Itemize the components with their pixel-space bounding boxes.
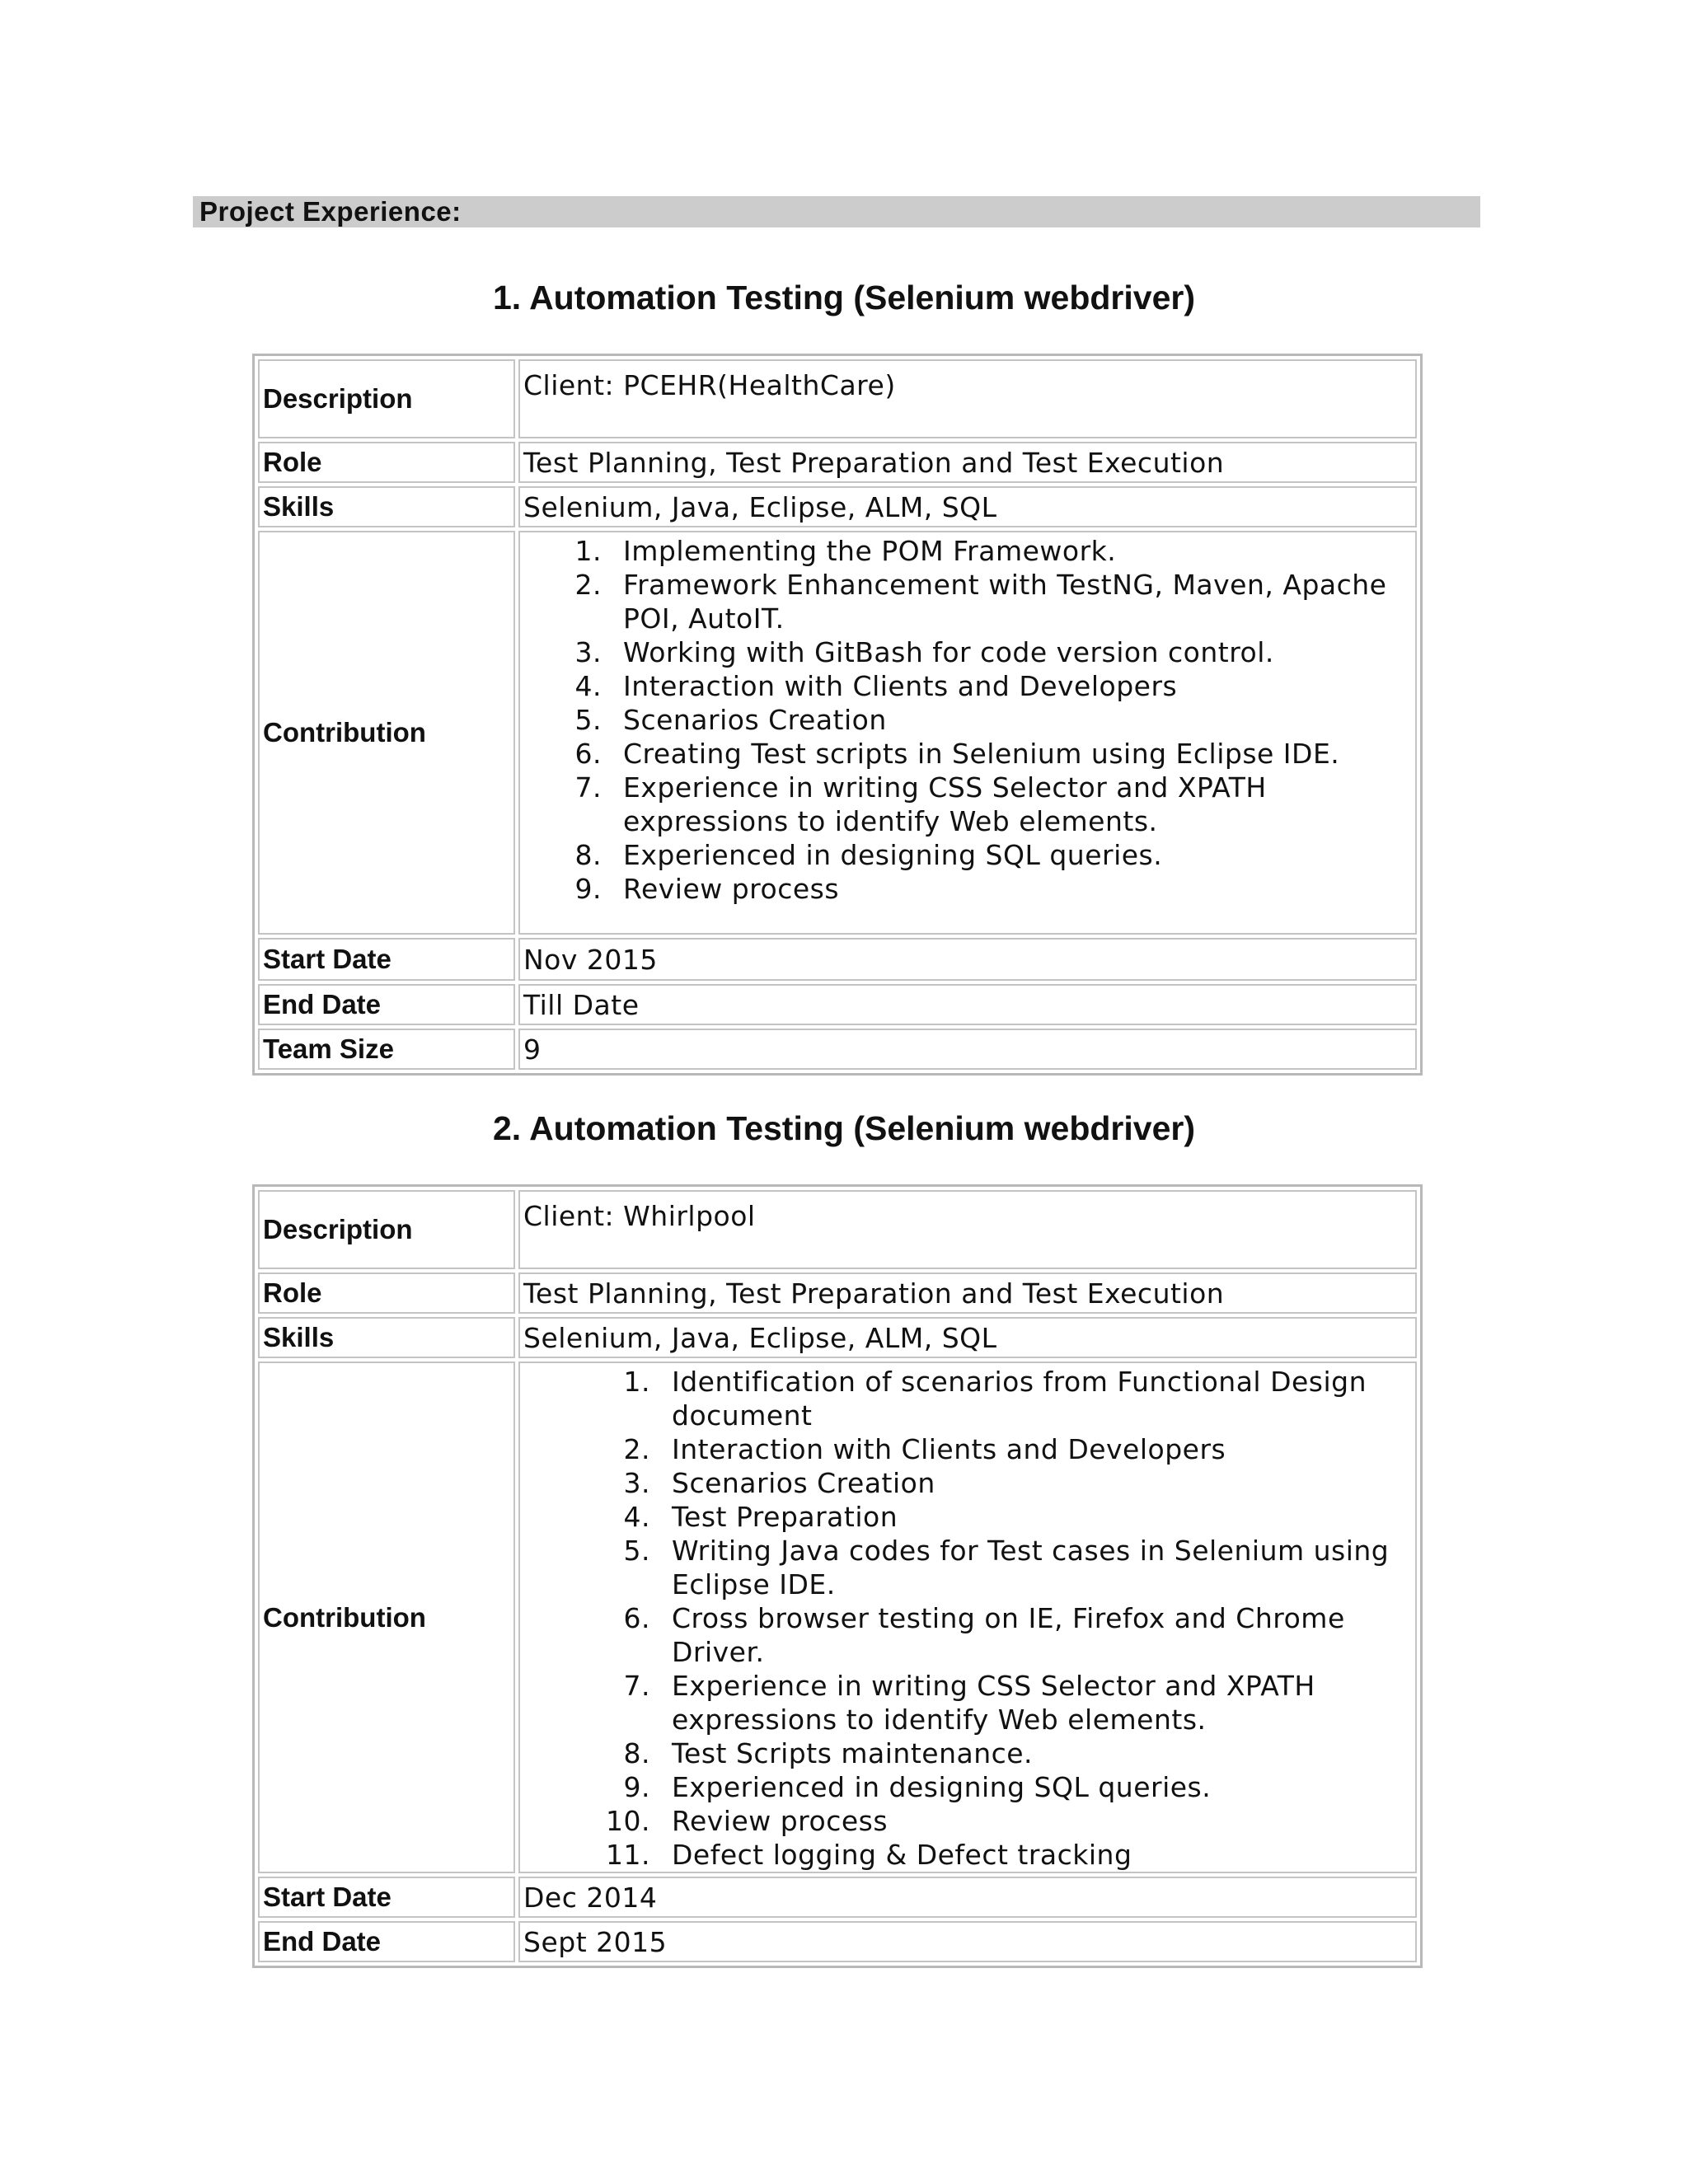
list-item-number: 1. <box>623 1366 650 1398</box>
list-item-number: 11. <box>606 1839 650 1871</box>
table-row <box>258 359 1417 438</box>
skills-label: Skills <box>258 486 515 527</box>
skills-value: Selenium, Java, Eclipse, ALM, SQL <box>518 486 1417 527</box>
list-item <box>523 1466 1412 1500</box>
project-2-title: 2. Automation Testing (Selenium webdriver) <box>493 1109 1195 1147</box>
list-item <box>523 872 1412 906</box>
project-2-table <box>252 1184 1423 1968</box>
list-item-text: Experienced in designing SQL queries. <box>672 1771 1212 1803</box>
list-item <box>523 669 1412 703</box>
list-item <box>523 568 1412 635</box>
end-date-label: End Date <box>258 1921 515 1962</box>
list-item-number: 4. <box>574 670 602 702</box>
end-date-label: End Date <box>258 984 515 1025</box>
description-value: Client: Whirlpool <box>518 1190 1417 1269</box>
table-row <box>258 938 1417 981</box>
role-label: Role <box>258 442 515 483</box>
description-value: Client: PCEHR(HealthCare) <box>518 359 1417 438</box>
list-item <box>523 1365 1412 1432</box>
list-item <box>523 771 1412 838</box>
list-item-number: 1. <box>574 535 602 567</box>
list-item <box>523 534 1412 568</box>
contribution-label: Contribution <box>258 1361 515 1873</box>
list-item-number: 7. <box>574 771 602 804</box>
start-date-value: Dec 2014 <box>518 1877 1417 1918</box>
description-label: Description <box>258 1190 515 1269</box>
list-item-text: Review process <box>672 1805 889 1837</box>
team-size-label: Team Size <box>258 1029 515 1070</box>
list-item <box>523 1770 1412 1804</box>
contribution-list <box>523 1365 1412 1872</box>
list-item-text: Defect logging & Defect tracking <box>672 1839 1132 1871</box>
table-row <box>258 984 1417 1025</box>
list-item-number: 3. <box>574 636 602 668</box>
list-item-text: Review process <box>623 873 840 905</box>
list-item-number: 5. <box>623 1535 650 1567</box>
table-row <box>258 1877 1417 1918</box>
project-1-table <box>252 354 1423 1076</box>
list-item-text: Working with GitBash for code version control. <box>623 636 1274 668</box>
list-item-number: 8. <box>623 1737 650 1769</box>
list-item-text: Experienced in designing SQL queries. <box>623 839 1163 871</box>
list-item <box>523 1500 1412 1534</box>
list-item-number: 6. <box>623 1602 650 1634</box>
table-row <box>258 1190 1417 1269</box>
list-item-number: 6. <box>574 738 602 770</box>
role-value: Test Planning, Test Preparation and Test Execution <box>518 442 1417 483</box>
list-item-text: Experience in writing CSS Selector and XPATH expressions to identify Web elements. <box>623 771 1267 837</box>
list-item-text: Framework Enhancement with TestNG, Maven, Apache POI, AutoIT. <box>623 569 1387 635</box>
list-item-text: Scenarios Creation <box>672 1467 935 1499</box>
table-row <box>258 1921 1417 1962</box>
list-item-number: 5. <box>574 704 602 736</box>
contribution-value <box>518 531 1417 935</box>
list-item-number: 9. <box>623 1771 650 1803</box>
list-item-text: Test Preparation <box>672 1501 898 1533</box>
list-item-number: 2. <box>623 1433 650 1465</box>
team-size-value: 9 <box>518 1029 1417 1070</box>
list-item-text: Experience in writing CSS Selector and XPATH expressions to identify Web elements. <box>672 1670 1315 1736</box>
list-item <box>523 1432 1412 1466</box>
skills-label: Skills <box>258 1317 515 1358</box>
list-item-text: Interaction with Clients and Developers <box>672 1433 1226 1465</box>
list-item-number: 3. <box>623 1467 650 1499</box>
list-item <box>523 1601 1412 1669</box>
start-date-label: Start Date <box>258 1877 515 1918</box>
list-item-text: Interaction with Clients and Developers <box>623 670 1178 702</box>
list-item-text: Scenarios Creation <box>623 704 887 736</box>
role-value: Test Planning, Test Preparation and Test Execution <box>518 1272 1417 1314</box>
skills-value: Selenium, Java, Eclipse, ALM, SQL <box>518 1317 1417 1358</box>
table-row <box>258 1272 1417 1314</box>
list-item-number: 4. <box>623 1501 650 1533</box>
list-item-number: 8. <box>574 839 602 871</box>
table-row <box>258 531 1417 935</box>
start-date-value: Nov 2015 <box>518 938 1417 981</box>
list-item <box>523 703 1412 737</box>
list-item-number: 10. <box>606 1805 650 1837</box>
section-header <box>193 196 1480 227</box>
list-item <box>523 1736 1412 1770</box>
list-item <box>523 838 1412 872</box>
role-label: Role <box>258 1272 515 1314</box>
list-item-text: Creating Test scripts in Selenium using Eclipse IDE. <box>623 738 1340 770</box>
table-row <box>258 1029 1417 1070</box>
list-item-text: Writing Java codes for Test cases in Selenium using Eclipse IDE. <box>672 1535 1390 1601</box>
list-item <box>523 737 1412 771</box>
list-item-text: Cross browser testing on IE, Firefox and Chrome Driver. <box>672 1602 1345 1668</box>
project-1-title: 1. Automation Testing (Selenium webdriver) <box>493 279 1195 316</box>
list-item-text: Identification of scenarios from Functional Design document <box>672 1366 1367 1432</box>
section-title: Project Experience: <box>199 196 462 227</box>
table-row <box>258 486 1417 527</box>
list-item-number: 9. <box>574 873 602 905</box>
list-item-text: Implementing the POM Framework. <box>623 535 1117 567</box>
list-item-number: 2. <box>574 569 602 601</box>
table-row <box>258 442 1417 483</box>
table-row <box>258 1317 1417 1358</box>
list-item <box>523 1804 1412 1838</box>
table-row <box>258 1361 1417 1873</box>
list-item-number: 7. <box>623 1670 650 1702</box>
list-item <box>523 635 1412 669</box>
contribution-label: Contribution <box>258 531 515 935</box>
list-item-text: Test Scripts maintenance. <box>672 1737 1034 1769</box>
description-label: Description <box>258 359 515 438</box>
contribution-value <box>518 1361 1417 1873</box>
end-date-value: Sept 2015 <box>518 1921 1417 1962</box>
list-item <box>523 1534 1412 1601</box>
contribution-list <box>523 534 1412 906</box>
end-date-value: Till Date <box>518 984 1417 1025</box>
list-item <box>523 1669 1412 1736</box>
list-item <box>523 1838 1412 1872</box>
start-date-label: Start Date <box>258 938 515 981</box>
